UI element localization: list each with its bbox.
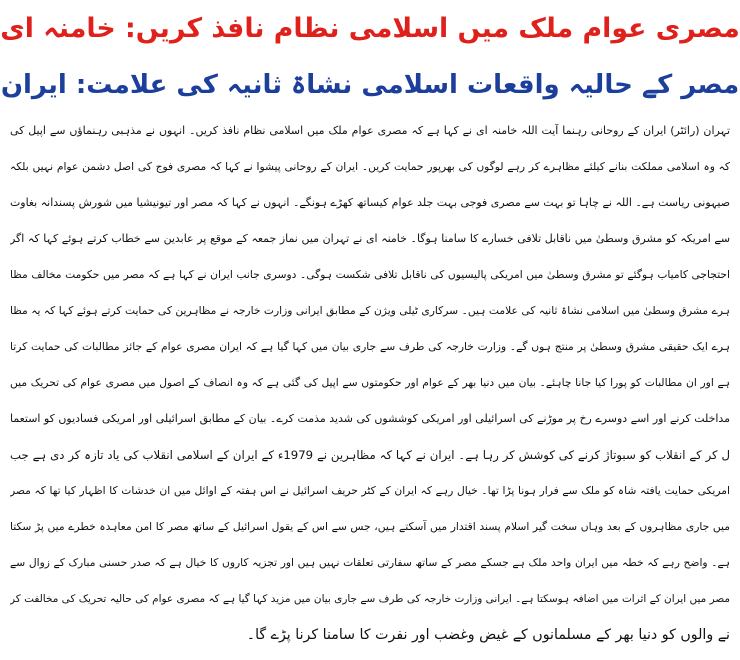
article-line: کہ وہ اسلامی مملکت بنانے کیلئے مظاہرے کر رہے لوگوں کی بھرپور حمایت کریں۔ ایران کے روحانی پیشوا نے کہا کہ مصری فوج کی اصل دشمن عوام نہیں بلکہ bbox=[10, 160, 730, 173]
article-line: مصر میں ایران کے اثرات میں اضافہ ہوسکتا ہے۔ ایرانی وزارت خارجہ کی طرف سے جاری بیان میں مزید کہا گیا ہے کہ مصری عوام کی حالیہ تحریک کی مخالفت کر bbox=[10, 593, 730, 605]
article-line: احتجاجی کامیاب ہوگئے تو مشرق وسطیٰ میں امریکی پالیسیوں کی ناقابل تلافی شکست ہوگی۔ دوسری جانب ایران نے کہا ہے کہ مصر میں حکومت مخالف مظا bbox=[10, 268, 730, 281]
article-line: ل کر کے انقلاب کو سبوتاژ کرنے کی کوشش کر رہا ہے۔ ایران نے کہا کہ مظاہرین نے 1979ء کے ایران کے اسلامی انقلاب کی یاد تازہ کر دی ہے جب bbox=[10, 448, 730, 462]
article-line: ہے۔ واضح رہے کہ خطہ میں ایران واحد ملک ہے جسکے مصر کے ساتھ سفارتی تعلقات نہیں ہیں اور تجزیہ کاروں کا خیال ہے کہ صدر حسنی مبارک کے زوال سے bbox=[10, 556, 730, 569]
article-line: ہے اور ان مطالبات کو پورا کیا جانا چاہئے۔ بیان میں دنیا بھر کے عوام اور حکومتوں سے اپیل کی گئی ہے کہ وہ انصاف کے اصول میں مصری عوام کی تحریک میں bbox=[10, 376, 730, 389]
sub-headline: مصر کے حالیہ واقعات اسلامی نشاۃ ثانیہ کی علامت: ایران bbox=[0, 70, 740, 100]
article-line: ہرے مشرق وسطیٰ میں اسلامی نشاۃ ثانیہ کی علامت ہیں۔ سرکاری ٹیلی ویژن کے مطابق ایرانی وزارت خارجہ نے مظاہرین کی حمایت کرتے ہوئے کہا کہ یہ مظا bbox=[10, 304, 730, 317]
article-body bbox=[10, 118, 730, 658]
article-line: صیہونی ریاست ہے۔ اللہ نے چاہا تو بہت سے مصری فوجی بہت جلد عوام کیساتھ کھڑے ہونگے۔ انہوں نے کہا کہ مصر اور تیونیشیا میں شورش پسندانہ بغاوت bbox=[10, 196, 730, 209]
article-line: سے امریکہ کو مشرق وسطیٰ میں ناقابل تلافی خسارے کا سامنا ہوگا۔ خامنہ ای نے تہران میں نماز جمعہ کے موقع پر عابدین سے خطاب کرتے ہوئے کہا کہ اگر bbox=[10, 232, 730, 245]
main-headline: مصری عوام ملک میں اسلامی نظام نافذ کریں: خامنہ ای bbox=[0, 13, 740, 44]
article-line: امریکی حمایت یافتہ شاہ کو ملک سے فرار ہونا پڑا تھا۔ خیال رہے کہ ایران کے کٹر حریف اسرائیل نے اس ہفتہ کے اوائل میں ان خدشات کا اظہار کیا تھا کہ مصر bbox=[10, 484, 730, 497]
article-line: مداخلت کرنے اور اسے دوسرے رخ پر موڑنے کی اسرائیلی اور امریکی کوششوں کی شدید مذمت کرے۔ بیان کے مطابق اسرائیلی اور امریکی فسادیوں کو استعما bbox=[10, 412, 730, 425]
article-line: میں جاری مظاہروں کے بعد وہاں سخت گیر اسلام پسند اقتدار میں آسکتے ہیں، جس سے اس کے یقول اسرائیل کے ساتھ مصر کا امن معاہدہ خطرے میں پڑ سکتا bbox=[10, 520, 730, 533]
article-line: ہرے ایک حقیقی مشرق وسطیٰ پر منتج ہوں گے۔ وزارت خارجہ کی طرف سے جاری بیان میں کہا گیا ہے کہ ایران مصری عوام کے جائز مطالبات کی حمایت کرتا bbox=[10, 340, 730, 353]
article-line: نے والوں کو دنیا بھر کے مسلمانوں کے غیض وغضب اور نفرت کا سامنا کرنا پڑے گا۔ bbox=[246, 627, 730, 643]
article-line: تہران (رائٹر) ایران کے روحانی رہنما آیت اللہ خامنہ ای نے کہا ہے کہ مصری عوام ملک میں اسلامی نظام نافذ کریں۔ انہوں نے مذہبی رہنماؤں سے اپیل کی bbox=[10, 124, 730, 137]
